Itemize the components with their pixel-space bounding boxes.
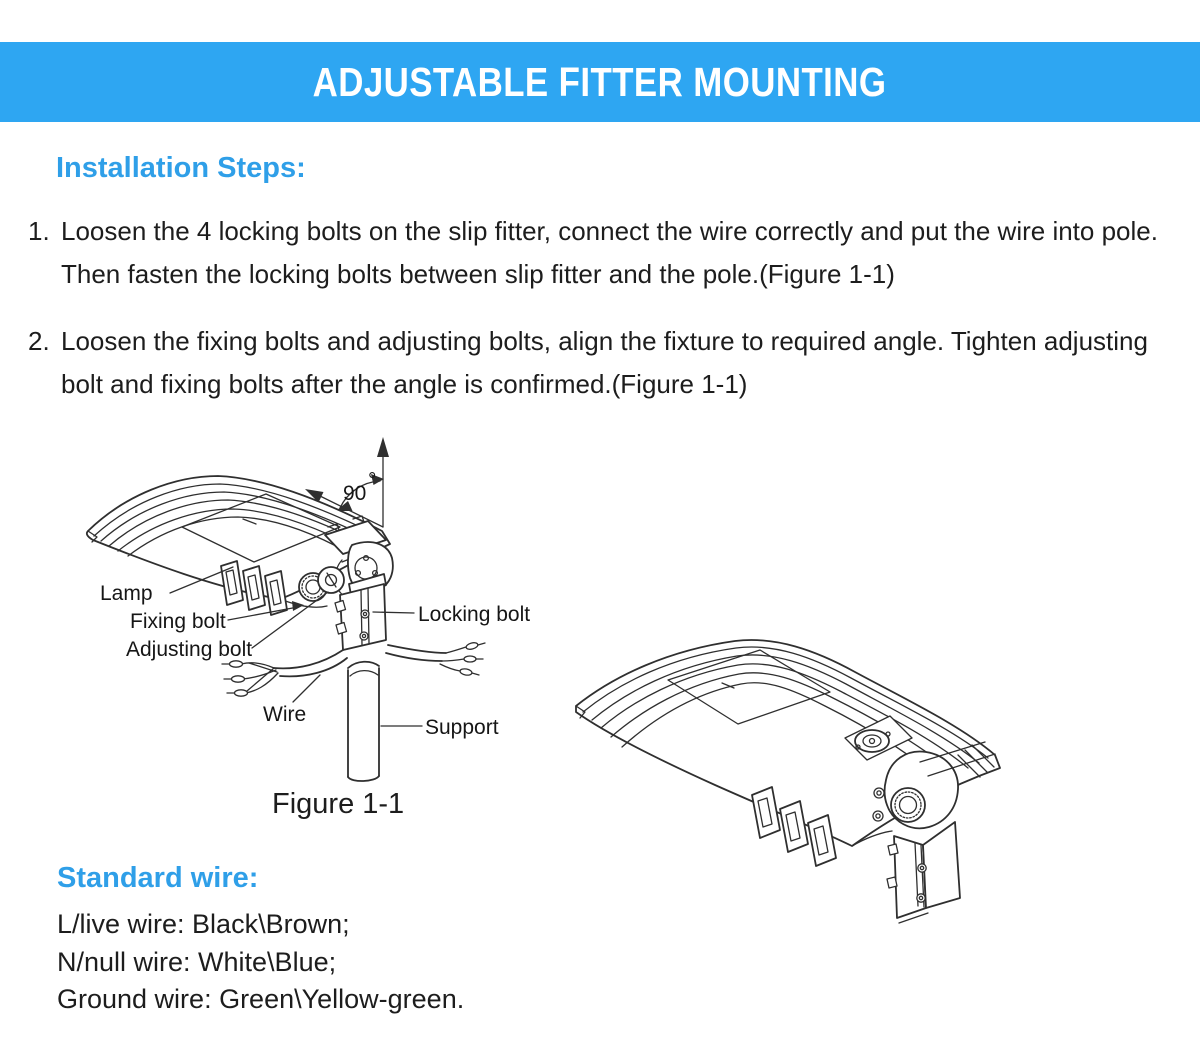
null-wire-line: N/null wire: White\Blue; [57, 946, 337, 977]
installation-steps-heading: Installation Steps: [56, 152, 306, 184]
page-title: ADJUSTABLE FITTER MOUNTING [313, 58, 887, 105]
step-2-text: Loosen the fixing bolts and adjusting bolts, align the fixture to required angle. Tighten adjusting bolt and fixing bolts after the angle is confirmed.(Figure 1-1) [61, 326, 1148, 399]
step-1-number: 1. [28, 216, 50, 246]
wire-label: Wire [263, 703, 307, 726]
live-wire-line: L/live wire: Black\Brown; [57, 909, 350, 939]
step-1-text: Loosen the 4 locking bolts on the slip fitter, connect the wire correctly and put the wire into pole. Then fasten the locking bolts between slip fitter and the pole.(Figure 1-1) [61, 216, 1158, 289]
wires [222, 642, 485, 697]
slip-fitter-2 [887, 822, 960, 923]
angle-value-label: 90 [343, 482, 367, 505]
ground-wire-line: Ground wire: Green\Yellow-green. [57, 984, 465, 1014]
degree-symbol: ° [368, 469, 377, 492]
support-pole [348, 668, 379, 781]
installation-steps-list [28, 210, 1178, 430]
step-1 [28, 210, 1178, 296]
title-banner [0, 42, 1200, 122]
standard-wire-heading: Standard wire: [57, 862, 259, 894]
lamp-label: Lamp [100, 582, 153, 605]
locking-bolt-label: Locking bolt [418, 603, 531, 626]
figure-1-1-drawing [55, 428, 560, 790]
standard-wire-list [57, 906, 464, 1019]
fixture-angled-view-drawing [555, 600, 1075, 955]
step-2-number: 2. [28, 326, 50, 356]
support-label: Support [425, 716, 499, 739]
adjusting-bolt-label: Adjusting bolt [126, 638, 253, 661]
figure-caption: Figure 1-1 [272, 788, 405, 820]
step-2 [28, 320, 1178, 406]
fixing-bolt-label: Fixing bolt [130, 610, 226, 633]
